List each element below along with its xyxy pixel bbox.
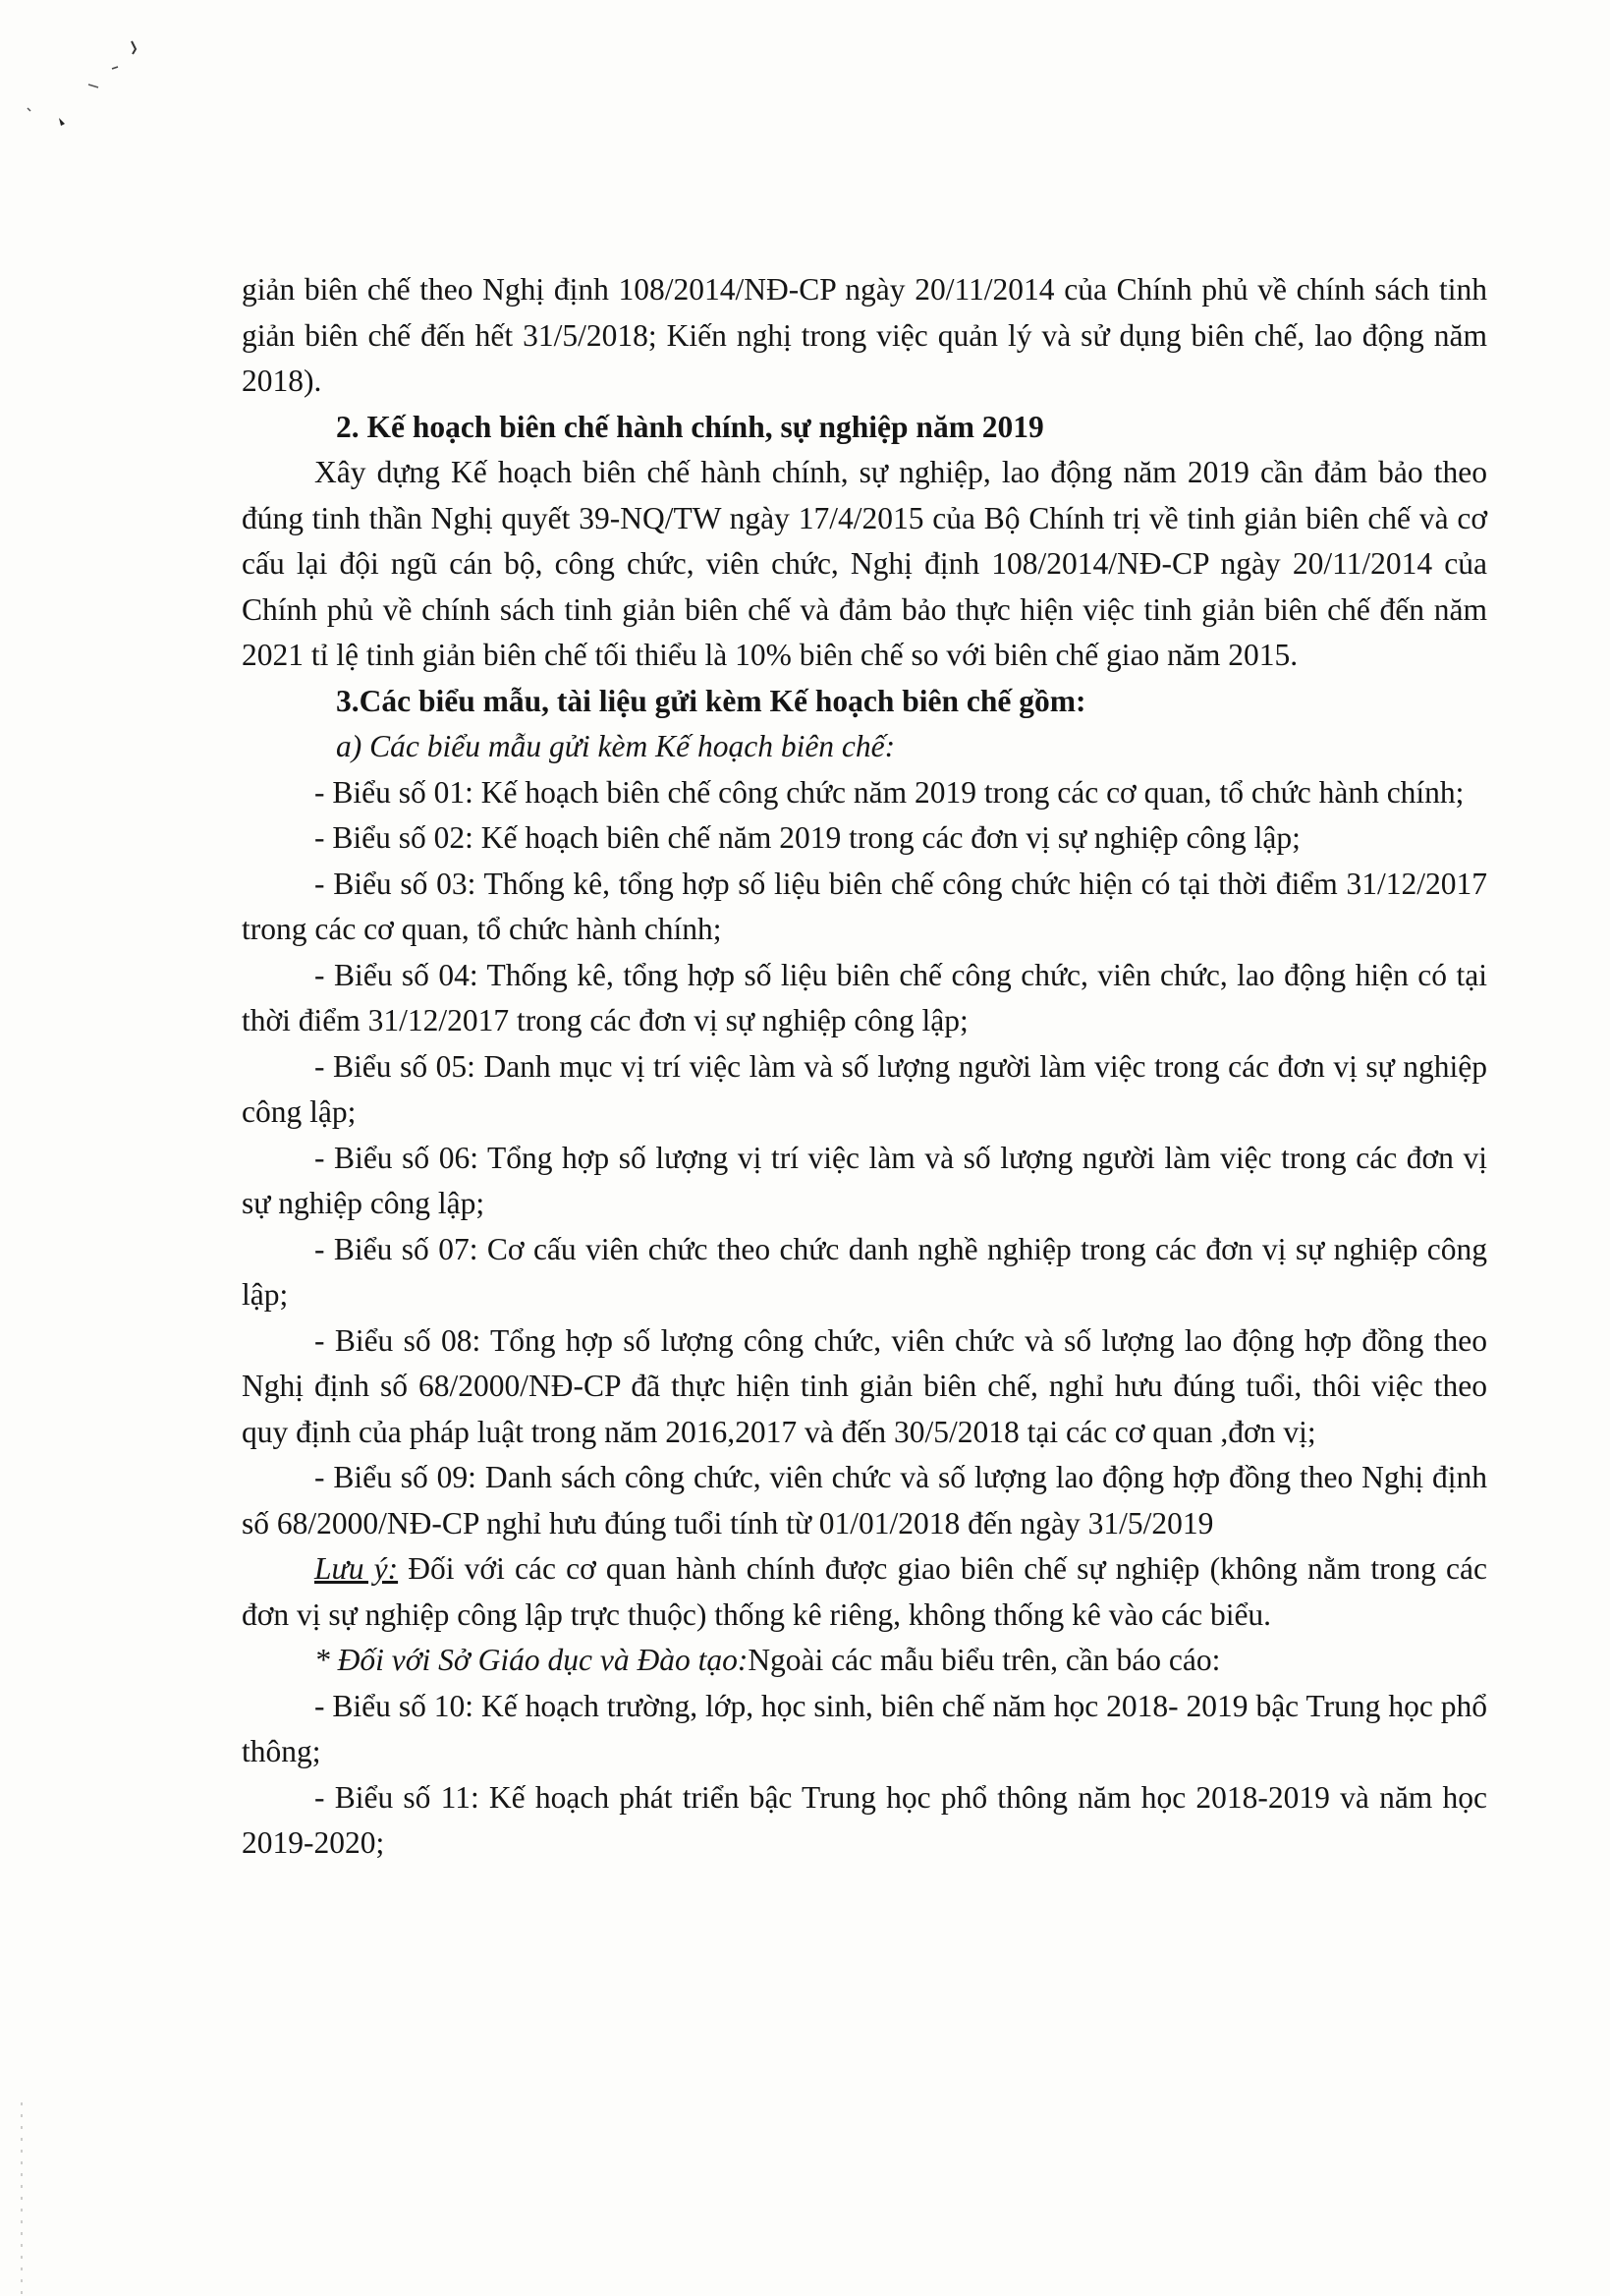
scan-speck	[88, 84, 98, 87]
note-paragraph	[242, 1546, 1487, 1638]
paragraph-plan-requirements: Xây dựng Kế hoạch biên chế hành chính, sự nghiệp, lao động năm 2019 cần đảm bảo theo đúng tinh thần Nghị quyết 39-NQ/TW ngày 17/4/2015 của Bộ Chính trị về tinh giản biên chế và cơ cấu lại đội ngũ cán bộ, công chức, viên chức, Nghị định 108/2014/NĐ-CP ngày 20/11/2014 của Chính phủ về chính sách tinh giản biên chế và đảm bảo thực hiện việc tinh giản biên chế đến năm 2021 tỉ lệ tinh giản biên chế tối thiểu là 10% biên chế so với biên chế giao năm 2015.	[242, 455, 1487, 672]
list-item-bieu-09: - Biểu số 09: Danh sách công chức, viên chức và số lượng lao động hợp đồng theo Nghị định số 68/2000/NĐ-CP nghỉ hưu đúng tuổi tính từ 01/01/2018 đến ngày 31/5/2019	[242, 1460, 1487, 1540]
education-label: * Đối với Sở Giáo dục và Đào tạo:	[314, 1643, 749, 1677]
list-item-bieu-11: - Biểu số 11: Kế hoạch phát triển bậc Trung học phổ thông năm học 2018-2019 và năm học 2019-2020;	[242, 1779, 1487, 1860]
list-item-bieu-07: - Biểu số 07: Cơ cấu viên chức theo chức danh nghề nghiệp trong các đơn vị sự nghiệp công lập;	[242, 1231, 1487, 1312]
list-item-bieu-03: - Biểu số 03: Thống kê, tổng hợp số liệu biên chế công chức hiện có tại thời điểm 31/12/2017 trong các cơ quan, tổ chức hành chính;	[242, 866, 1487, 946]
list-item-bieu-08: - Biểu số 08: Tổng hợp số lượng công chức, viên chức và số lượng lao động hợp đồng theo Nghị định số 68/2000/NĐ-CP đã thực hiện tinh giản biên chế, nghỉ hưu đúng tuổi, thôi việc theo quy định của pháp luật trong năm 2016,2017 và đến 30/5/2018 tại các cơ quan ,đơn vị;	[242, 1322, 1487, 1449]
list-item-bieu-10: - Biểu số 10: Kế hoạch trường, lớp, học sinh, biên chế năm học 2018- 2019 bậc Trung học phổ thông;	[242, 1688, 1487, 1768]
section-heading-2: 2. Kế hoạch biên chế hành chính, sự nghiệp năm 2019	[336, 409, 1044, 444]
note-text: Đối với các cơ quan hành chính được giao biên chế sự nghiệp (không nằm trong các đơn vị sự nghiệp công lập trực thuộc) thống kê riêng, không thống kê vào các biểu.	[242, 1551, 1487, 1632]
list-item-bieu-04: - Biểu số 04: Thống kê, tổng hợp số liệu biên chế công chức, viên chức, lao động hiện có tại thời điểm 31/12/2017 trong các đơn vị sự nghiệp công lập;	[242, 957, 1487, 1037]
list-item-bieu-05: - Biểu số 05: Danh mục vị trí việc làm và số lượng người làm việc trong các đơn vị sự nghiệp công lập;	[242, 1048, 1487, 1129]
paragraph-continuation: giản biên chế theo Nghị định 108/2014/NĐ-CP ngày 20/11/2014 của Chính phủ về chính sách tinh giản biên chế đến hết 31/5/2018; Kiến nghị trong việc quản lý và sử dụng biên chế, lao động năm 2018).	[242, 272, 1487, 398]
education-text: Ngoài các mẫu biểu trên, cần báo cáo:	[748, 1643, 1221, 1677]
scan-speck	[112, 67, 118, 69]
section-heading-3: 3.Các biểu mẫu, tài liệu gửi kèm Kế hoạch biên chế gồm:	[336, 683, 1086, 718]
scan-speck	[28, 108, 30, 111]
scan-speck	[59, 118, 65, 126]
document-body	[242, 267, 1487, 1867]
education-paragraph	[242, 1638, 1487, 1684]
subsection-a-heading: a) Các biểu mẫu gửi kèm Kế hoạch biên chế:	[336, 729, 896, 763]
list-item-bieu-02: - Biểu số 02: Kế hoạch biên chế năm 2019 trong các đơn vị sự nghiệp công lập;	[314, 820, 1301, 855]
list-item-bieu-01: - Biểu số 01: Kế hoạch biên chế công chức năm 2019 trong các cơ quan, tổ chức hành chính;	[314, 774, 1465, 810]
list-item-bieu-06: - Biểu số 06: Tổng hợp số lượng vị trí việc làm và số lượng người làm việc trong các đơn vị sự nghiệp công lập;	[242, 1140, 1487, 1220]
note-label: Lưu ý:	[314, 1551, 399, 1586]
scan-speck	[132, 41, 136, 54]
